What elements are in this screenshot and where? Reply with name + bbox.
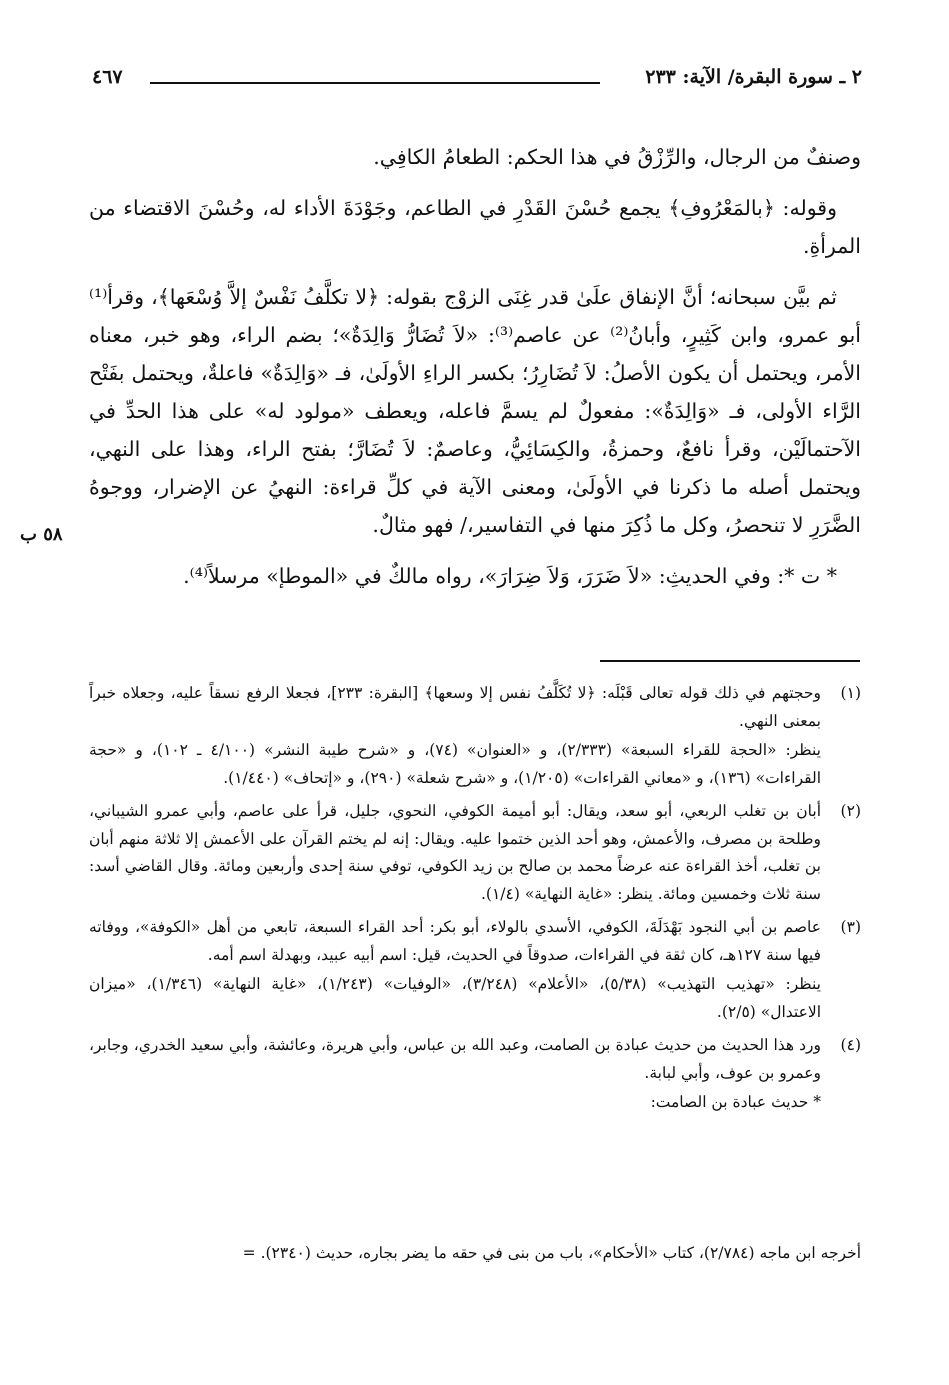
footnote-text: ورد هذا الحديث من حديث عبادة بن الصامت، وعبد الله بن عباس، وأبي هريرة، وعائشة، وأبي سعيد الخدري، وجابر، وعمرو بن عوف، وأبي لبابة. — [89, 1036, 821, 1082]
footnote-references: ينظر: «تهذيب التهذيب» (٥/٣٨)، «الأعلام» (٣/٢٤٨)، «الوفيات» (١/٢٤٣)، «غاية النهاية» (١/٣٤٦)، «ميزان الاعتدال» (٢/٥). — [89, 975, 821, 1021]
paragraph-2: وقوله: ﴿بالمَعْرُوفِ﴾ يجمع حُسْنَ القَدْرِ في الطاعم، وجَوْدَةَ الأداء له، وحُسْنَ الاقتضاء من المرأةِ. — [89, 196, 861, 258]
footnote-number: (١) — [840, 684, 861, 702]
paragraph-4: * ت *: وفي الحديثِ: «لاَ ضَرَرَ، وَلاَ ضِرَارَ»، رواه مالكٌ في «الموطإ» مرسلاً⁽⁴⁾. — [183, 564, 837, 588]
footnotes — [89, 680, 861, 1123]
footnote-3 — [89, 914, 861, 1026]
chapter-title: ٢ ـ سورة البقرة/ الآية: ٢٣٣ — [645, 66, 862, 88]
footnote-subheading: * حديث عبادة بن الصامت: — [650, 1093, 821, 1111]
footnote-continuation: أخرجه ابن ماجه (٢/٧٨٤)، كتاب «الأحكام»، باب من بنى في حقه ما يضر بجاره، حديث (٢٣٤٠). = — [242, 1244, 861, 1262]
footnote-number: (٤) — [840, 1036, 861, 1054]
paragraph-1: وصنفٌ من الرجال، والرِّزْقُ في هذا الحكم: الطعامُ الكافِي. — [373, 145, 861, 169]
footnote-1 — [89, 680, 861, 792]
footnote-2 — [89, 798, 861, 908]
footnote-text: وحجتهم في ذلك قوله تعالى قَبْلَه: ﴿لا تُكَلَّفُ نفس إلا وسعها﴾ [البقرة: ٢٣٣]، فجعلا الرفع نسقاً عليه، وجعلاه خبراً بمعنى النهي. — [89, 684, 821, 730]
footnote-separator — [600, 660, 860, 662]
manuscript-folio-marker: ٥٨ ب — [20, 524, 63, 545]
footnote-text: أبان بن تغلب الربعي، أبو سعد، ويقال: أبو أميمة الكوفي، النحوي، جليل، قرأ على عاصم، وأبي عمرو الشيباني، وطلحة بن مصرف، والأعمش، وهو أحد الذين ختموا عليه. ويقال: إنه لم يختم القرآن على الأعمش إلا ثلاثة منهم أبان بن تغلب، أخذ القراءة عنه عرضاً محمد بن صالح بن زيد الكوفي، توفي سنة إحدى وأربعين ومائة. وقال القاضي أسد: سنة ثلاث وخمسين ومائة. ينظر: «غاية النهاية» (١/٤). — [89, 802, 821, 903]
running-header — [92, 66, 862, 96]
footnote-number: (٢) — [840, 802, 861, 820]
paragraph-3: ثم بيَّن سبحانه؛ أنَّ الإنفاق علَىٰ قدر غِنَى الزوْج بقوله: ﴿لا تكلَّفُ نَفْسٌ إلاَّ وُسْعَها﴾، وقرأ⁽¹⁾ أبو عمرو، وابن كَثِيرٍ، وأبانُ⁽²⁾ عن عاصم⁽³⁾: «لاَ تُضَارُّ وَالِدَةٌ»؛ بضم الراء، وهو خبر، معناه الأمر، ويحتمل أن يكون الأصلُ: لاَ تُضَارِرُ؛ بكسر الراءِ الأولَىٰ، فـ «وَالِدَةٌ» فاعلةٌ، ويحتمل بفَتْح الرَّاء الأولى، فـ «وَالِدَةٌ»: مفعولٌ لم يسمَّ فاعله، ويعطف «مولود له» على هذا الحدِّ في الآحتمالَيْن، وقرأ نافعٌ، وحمزةُ، والكِسَائِيُّ، وعاصمٌ: لاَ تُضَارَّ؛ بفتح الراء، وهذا على النهي، ويحتمل أصله ما ذكرنا في الأولَىٰ، ومعنى الآية في كلِّ قراءة: النهيُ عن الإضرار، ووجوهُ الضَّرَرِ لا تنحصرُ، وكل ما ذُكِرَ منها في التفاسير،/ فهو مثالٌ. — [89, 285, 861, 537]
footnote-text: عاصم بن أبي النجود بَهْدَلَةَ، الكوفي، الأسدي بالولاء، أبو بكر: أحد القراء السبعة، تابعي من أهل «الكوفة»، ووفاته فيها سنة ١٢٧هـ، كان ثقة في القراءات، صدوقاً في الحديث، قيل: اسم أبيه عبيد، وبهدلة اسم أمه. — [89, 918, 821, 964]
page-number: ٤٦٧ — [92, 66, 123, 88]
main-text — [89, 138, 861, 608]
footnote-4 — [89, 1032, 861, 1117]
footnote-number: (٣) — [840, 918, 861, 936]
header-rule — [150, 82, 600, 84]
footnote-references: ينظر: «الحجة للقراء السبعة» (٢/٣٣٣)، و «العنوان» (٧٤)، و «شرح طيبة النشر» (٤/١٠٠ ـ ١٠٢)، و «حجة القراءات» (١٣٦)، و «معاني القراءات» (١/٢٠٥)، و «شرح شعلة» (٢٩٠)، و «إتحاف» (١/٤٤٠). — [89, 741, 821, 787]
